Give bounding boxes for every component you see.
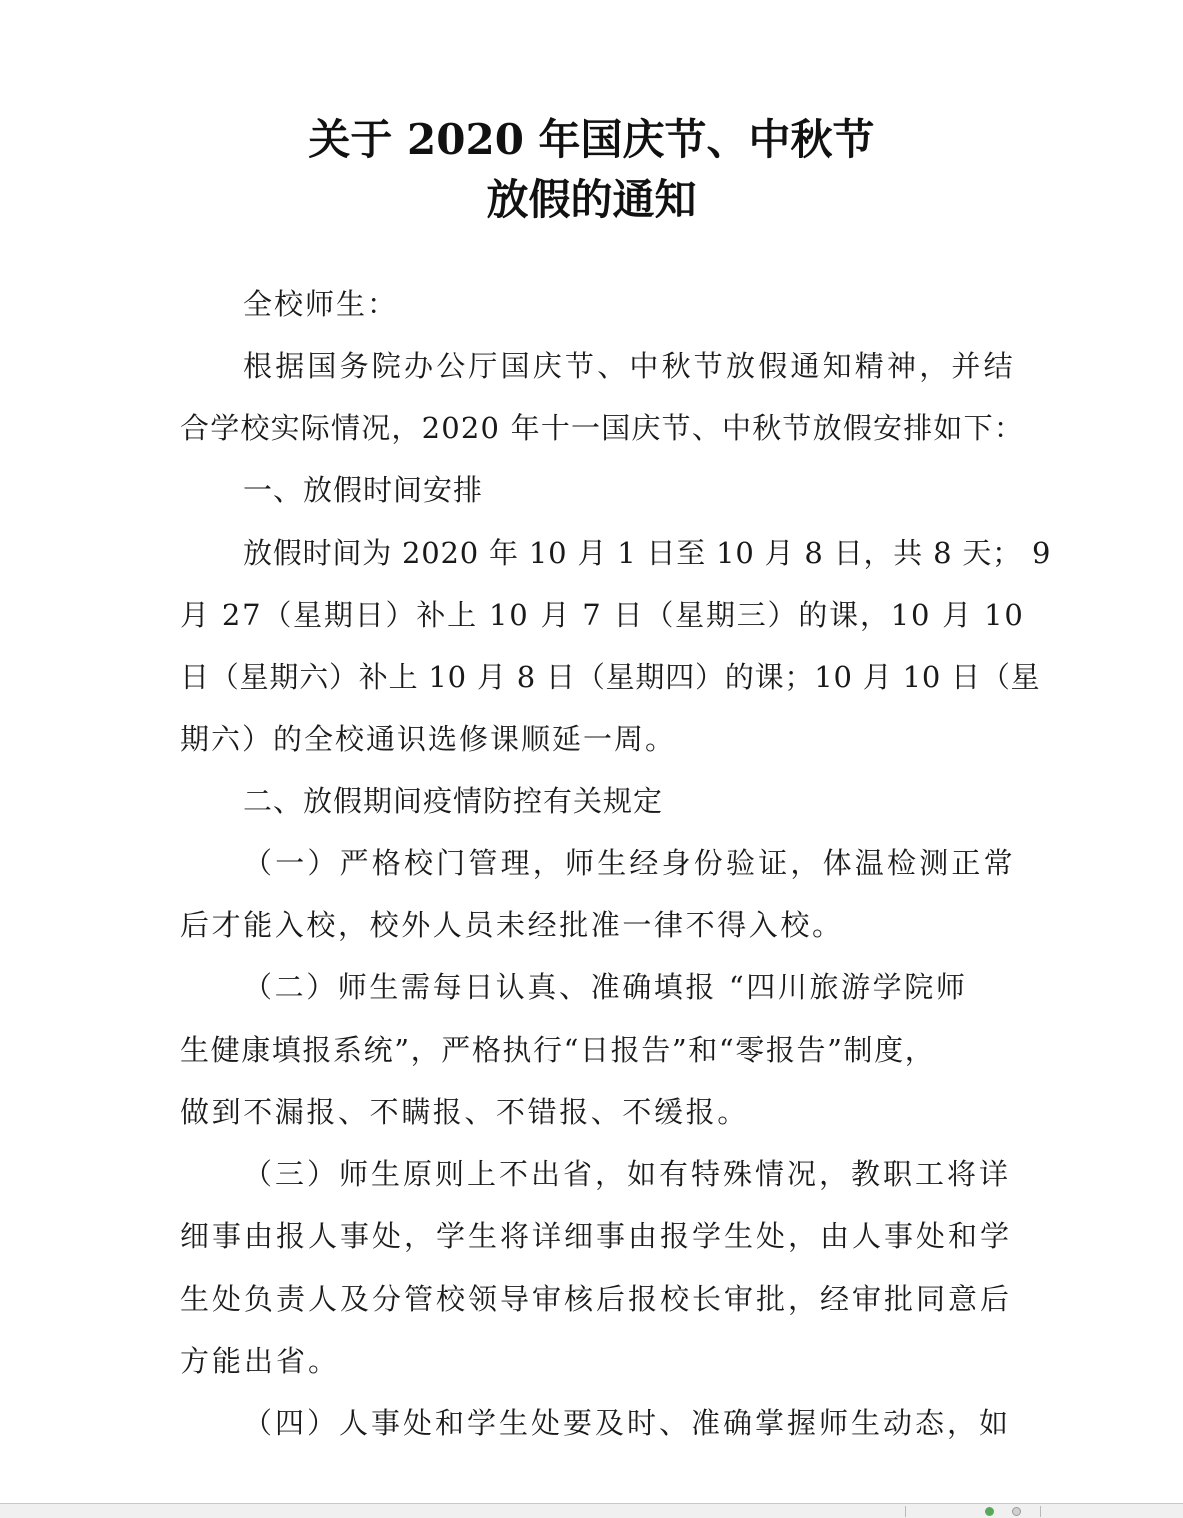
item3-line: 方能出省。 xyxy=(180,1344,341,1378)
section1-line: 月 27（星期日）补上 10 月 7 日（星期三）的课，10 月 10 xyxy=(180,598,1025,632)
item3-line: 细事由报人事处，学生将详细事由报学生处，由人事处和学 xyxy=(180,1219,1013,1253)
section1-heading: 一、放假时间安排 xyxy=(243,473,484,507)
status-settings-icon[interactable] xyxy=(1012,1507,1021,1516)
section2-heading: 二、放假期间疫情防控有关规定 xyxy=(243,784,664,818)
item2-line: （二）师生需每日认真、准确填报 “四川旅游学院师 xyxy=(243,970,968,1004)
status-ok-icon[interactable] xyxy=(985,1507,994,1516)
section1-line: 日（星期六）补上 10 月 8 日（星期四）的课；10 月 10 日（星 xyxy=(180,660,1041,694)
item1-line: 后才能入校，校外人员未经批准一律不得入校。 xyxy=(180,908,844,942)
intro-line: 根据国务院办公厅国庆节、中秋节放假通知精神，并结 xyxy=(243,349,1016,383)
section1-line: 放假时间为 2020 年 10 月 1 日至 10 月 8 日，共 8 天； 9 xyxy=(243,536,1052,570)
document-title-line2: 放假的通知 xyxy=(486,175,697,224)
section1-line: 期六）的全校通识选修课顺延一周。 xyxy=(180,722,677,756)
item3-line: （三）师生原则上不出省，如有特殊情况，教职工将详 xyxy=(243,1157,1012,1191)
item3-line: 生处负责人及分管校领导审核后报校长审批，经审批同意后 xyxy=(180,1282,1013,1316)
intro-line: 合学校实际情况，2020 年十一国庆节、中秋节放假安排如下： xyxy=(180,411,1025,445)
status-separator xyxy=(905,1506,906,1517)
salutation: 全校师生： xyxy=(243,287,399,321)
status-separator xyxy=(1040,1506,1041,1517)
item1-line: （一）严格校门管理，师生经身份验证，体温检测正常 xyxy=(243,846,1016,880)
item2-line: 生健康填报系统”，严格执行“日报告”和“零报告”制度， xyxy=(180,1033,936,1067)
status-bar xyxy=(0,1503,1183,1518)
document-title-line1: 关于 2020 年国庆节、中秋节 xyxy=(308,115,875,164)
item4-line: （四）人事处和学生处要及时、准确掌握师生动态，如 xyxy=(243,1406,1012,1440)
item2-line: 做到不漏报、不瞒报、不错报、不缓报。 xyxy=(180,1095,749,1129)
